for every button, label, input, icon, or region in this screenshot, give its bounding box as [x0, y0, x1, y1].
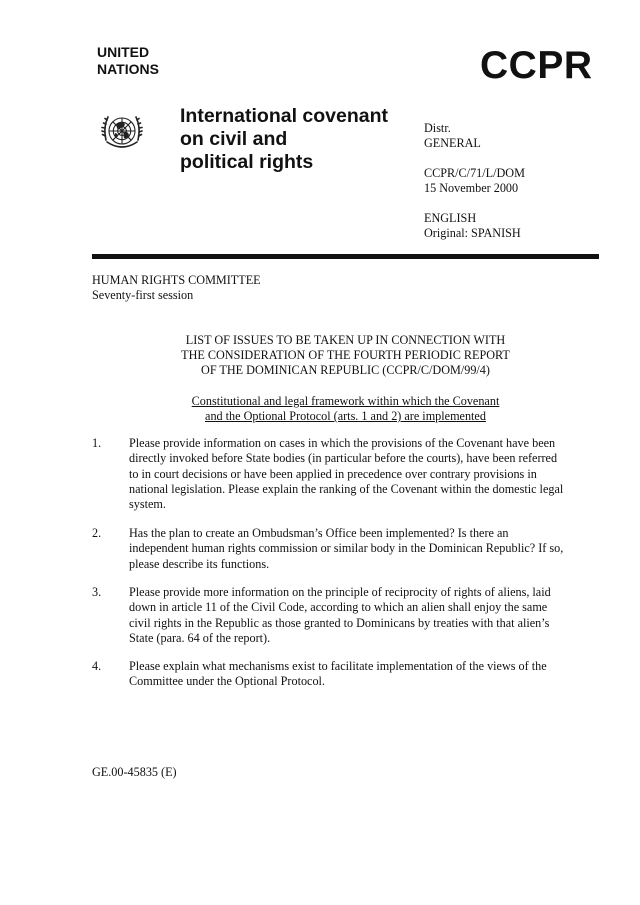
- item-text-line: civil rights in the Republic as those granted to Dominicans by treaties with that alien’s: [129, 615, 550, 630]
- item-text-line: system.: [129, 497, 166, 512]
- document-code: CCPR: [480, 44, 593, 87]
- item-text-line: Has the plan to create an Ombudsman’s Office been implemented? Is there an: [129, 526, 509, 540]
- item-number: 1.: [92, 436, 102, 450]
- document-language: ENGLISH: [424, 211, 477, 225]
- item-text-line: State (para. 64 of the report).: [129, 630, 271, 645]
- subheading-line1: Constitutional and legal framework within which the Covenant: [191, 394, 500, 408]
- item-text-line: Please provide more information on the principle of reciprocity of rights of aliens, laid: [129, 585, 551, 599]
- document-date: 15 November 2000: [424, 181, 519, 195]
- item-text-line: Please explain what mechanisms exist to facilitate implementation of the views of the: [129, 659, 547, 673]
- list-item: [92, 526, 600, 572]
- list-item: [92, 436, 600, 512]
- item-text-line: Please provide information on cases in which the provisions of the Covenant have been: [129, 436, 556, 450]
- item-number: 2.: [92, 526, 102, 540]
- subheading-line2: and the Optional Protocol (arts. 1 and 2) are implemented: [205, 409, 486, 423]
- covenant-title: [180, 105, 405, 174]
- item-text-line: down in article 11 of the Civil Code, according to which an alien shall enjoy the same: [129, 600, 548, 615]
- distribution-block: [424, 121, 525, 241]
- org-name-line2: NATIONS: [97, 61, 159, 77]
- list-item: [92, 585, 600, 646]
- document-heading: [92, 333, 599, 378]
- item-text-line: Committee under the Optional Protocol.: [129, 674, 325, 689]
- original-language: Original: SPANISH: [424, 226, 521, 240]
- footer-doc-number: GE.00-45835 (E): [92, 765, 177, 779]
- item-number: 4.: [92, 659, 102, 673]
- covenant-title-line2: on civil and: [180, 128, 288, 150]
- committee-session: Seventy-first session: [92, 288, 194, 302]
- heading-line3: OF THE DOMINICAN REPUBLIC (CCPR/C/DOM/99/4): [201, 363, 490, 377]
- org-name-line1: UNITED: [97, 44, 150, 60]
- committee-name: HUMAN RIGHTS COMMITTEE: [92, 273, 261, 287]
- header-rule: [92, 254, 599, 259]
- item-text-line: national legislation. Please explain the ranking of the Covenant within the domestic legal: [129, 481, 564, 496]
- item-text-line: please describe its functions.: [129, 556, 270, 571]
- org-name: [97, 44, 159, 78]
- item-text-line: to in court decisions or have been applied in precedence over contrary provisions in: [129, 466, 537, 481]
- item-text-line: directly invoked before State bodies (in particular before the courts), have been referred: [129, 451, 558, 466]
- un-emblem-icon: [97, 108, 147, 158]
- heading-line1: LIST OF ISSUES TO BE TAKEN UP IN CONNECTION WITH: [185, 333, 506, 347]
- document-symbol: CCPR/C/71/L/DOM: [424, 166, 525, 180]
- distr-value: GENERAL: [424, 136, 481, 150]
- covenant-title-line3: political rights: [180, 151, 314, 173]
- item-text-line: independent human rights commission or similar body in the Dominican Republic? If so,: [129, 541, 564, 556]
- distr-label: Distr.: [424, 121, 451, 135]
- covenant-title-line1: International covenant: [180, 105, 389, 127]
- item-number: 3.: [92, 585, 102, 599]
- section-subheading: [92, 394, 599, 424]
- heading-line2: THE CONSIDERATION OF THE FOURTH PERIODIC REPORT: [181, 348, 510, 362]
- committee-info: [92, 273, 261, 303]
- list-item: [92, 659, 600, 690]
